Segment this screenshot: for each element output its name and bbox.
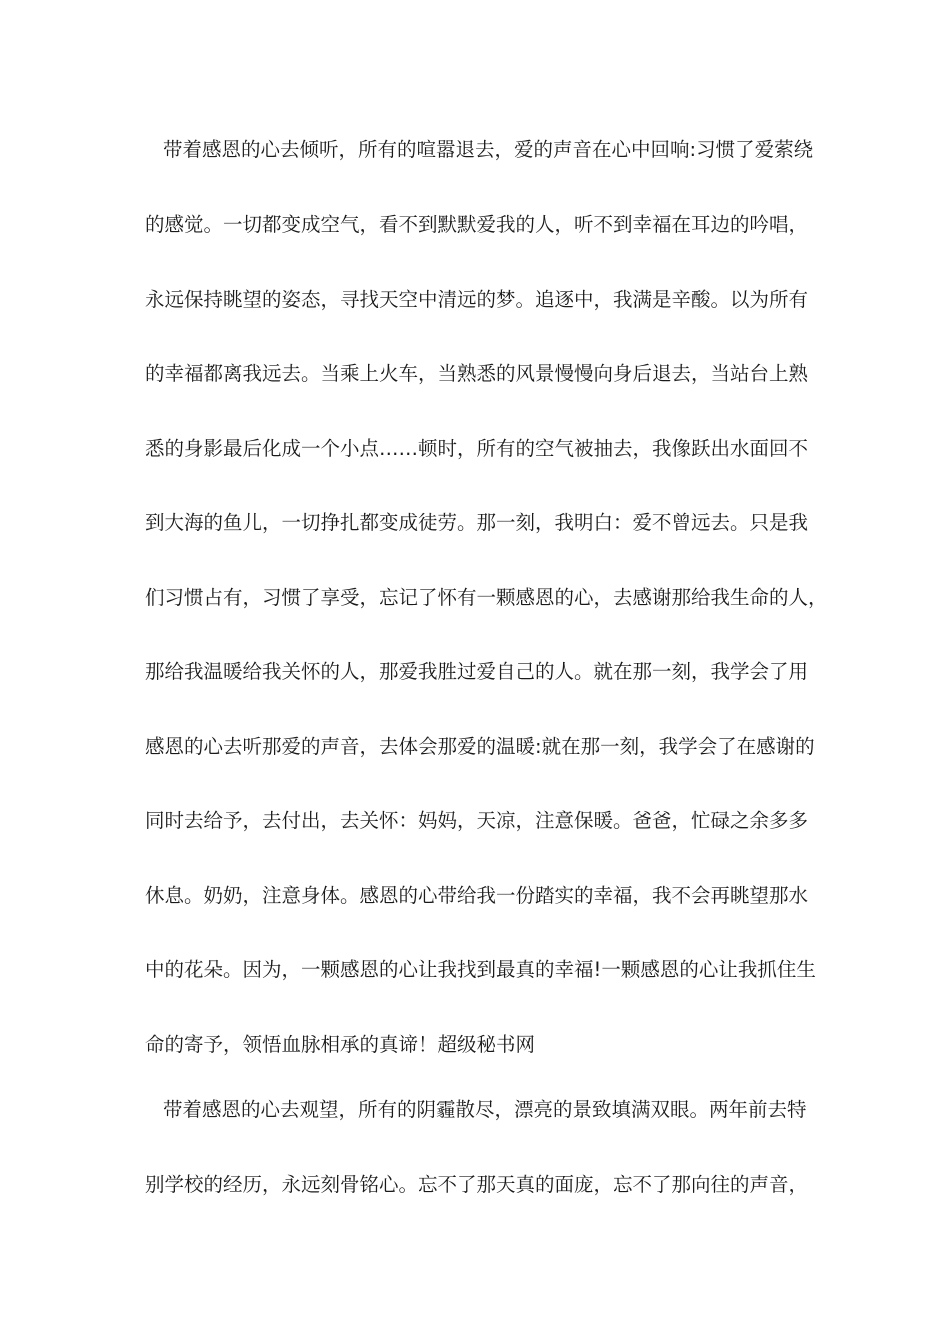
paragraph-1-line-8: 那给我温暖给我关怀的人，那爱我胜过爱自己的人。就在那一刻，我学会了用 <box>145 660 809 683</box>
paragraph-1-line-13: 命的寄予，领悟血脉相承的真谛！超级秘书网 <box>145 1033 536 1056</box>
paragraph-2-line-2: 别学校的经历，永远刻骨铭心。忘不了那天真的面庞，忘不了那向往的声音， <box>145 1173 809 1196</box>
paragraph-1-line-1: 带着感恩的心去倾听，所有的喧嚣退去，爱的声音在心中回响:习惯了爱萦绕 <box>163 138 814 161</box>
paragraph-1-line-9: 感恩的心去听那爱的声音，去体会那爱的温暖:就在那一刻，我学会了在感谢的 <box>145 735 815 758</box>
paragraph-1-line-12: 中的花朵。因为，一颗感恩的心让我找到最真的幸福!一颗感恩的心让我抓住生 <box>145 958 816 981</box>
paragraph-1-line-7: 们习惯占有，习惯了享受，忘记了怀有一颗感恩的心，去感谢那给我生命的人， <box>145 586 828 609</box>
paragraph-1-line-6: 到大海的鱼儿，一切挣扎都变成徒劳。那一刻，我明白：爱不曾远去。只是我 <box>145 511 809 534</box>
paragraph-1-line-4: 的幸福都离我远去。当乘上火车，当熟悉的风景慢慢向身后退去，当站台上熟 <box>145 362 809 385</box>
paragraph-1-line-3: 永远保持眺望的姿态，寻找天空中清远的梦。追逐中，我满是辛酸。以为所有 <box>145 288 809 311</box>
paragraph-2-line-1: 带着感恩的心去观望，所有的阴霾散尽，漂亮的景致填满双眼。两年前去特 <box>163 1098 807 1121</box>
paragraph-1-line-10: 同时去给予，去付出，去关怀：妈妈，天凉，注意保暖。爸爸，忙碌之余多多 <box>145 809 809 832</box>
paragraph-1-line-5: 悉的身影最后化成一个小点……顿时，所有的空气被抽去，我像跃出水面回不 <box>145 437 809 460</box>
paragraph-1-line-11: 休息。奶奶，注意身体。感恩的心带给我一份踏实的幸福，我不会再眺望那水 <box>145 884 809 907</box>
paragraph-1-line-2: 的感觉。一切都变成空气，看不到默默爱我的人，听不到幸福在耳边的吟唱， <box>145 213 809 236</box>
